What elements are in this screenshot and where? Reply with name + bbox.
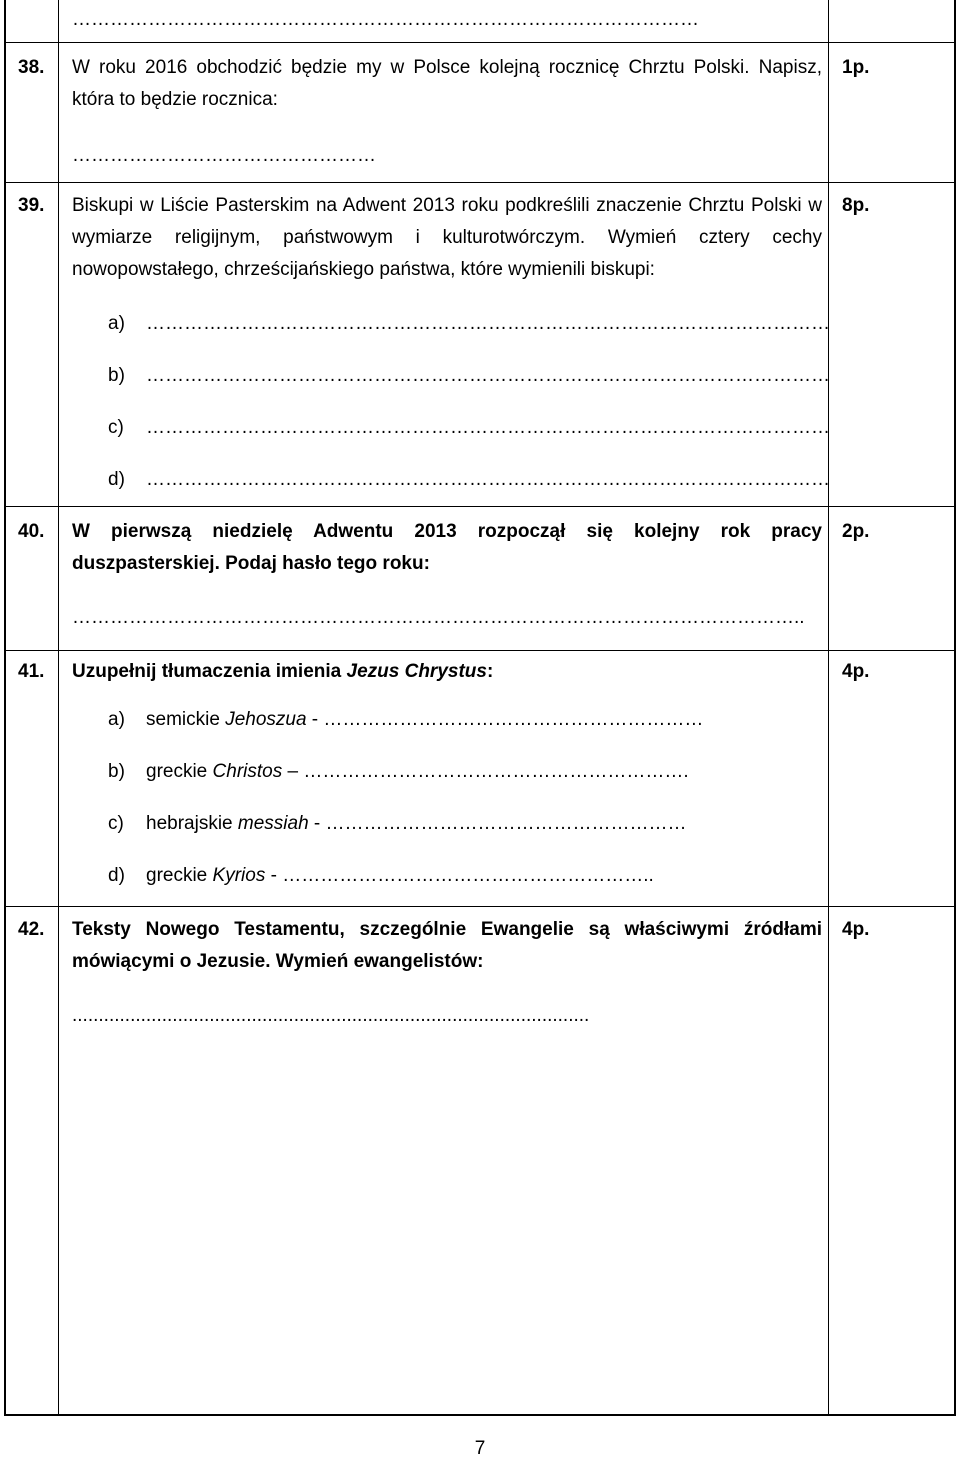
answer-line[interactable]: ……………………………………………………………………………………………… — [146, 469, 830, 490]
answer-line[interactable]: .................................................................................................. — [72, 1005, 590, 1026]
question-text: Biskupi w Liście Pasterskim na Adwent 2013 roku podkreślili znaczenie Chrztu Polski w wymiarze religijnym, państwowym i kulturotwórczym. Wymień cztery cechy nowopowstałego, chrześcijańskiego państwa, które wymienili biskupi: — [72, 195, 822, 280]
question-text: W roku 2016 obchodzić będzie my w Polsce kolejną rocznicę Chrztu Polski. Napisz, która to będzie rocznica: — [72, 57, 822, 110]
question-text: Uzupełnij tłumaczenia imienia Jezus Chrystus: — [72, 661, 494, 682]
answer-item[interactable] — [108, 360, 830, 392]
page-number: 7 — [474, 1438, 486, 1459]
answer-line[interactable]: - …………………………………………………… — [306, 709, 704, 730]
points-label: 2p. — [842, 521, 870, 542]
questions-table — [4, 0, 956, 1416]
answer-line[interactable]: - ………………………………………………….. — [265, 865, 654, 886]
item-label: a) — [108, 709, 125, 730]
points-label: 8p. — [842, 195, 870, 216]
answer-line[interactable]: ……………………………………………………………………………………… — [72, 9, 699, 30]
item-label: b) — [108, 365, 125, 386]
translation-item[interactable]: a) semickie Jehoszua - …………………………………………………… — [108, 704, 703, 736]
answer-line[interactable]: – ……………………………………………………. — [282, 761, 689, 782]
question-text: W pierwszą niedzielę Adwentu 2013 rozpoczął się kolejny rok pracy duszpasterskiej. Podaj hasło tego roku: — [72, 521, 822, 574]
points-label: 4p. — [842, 919, 870, 940]
item-label: c) — [108, 417, 124, 438]
answer-item[interactable] — [108, 464, 830, 496]
row-divider — [6, 650, 954, 651]
column-divider-points — [828, 0, 829, 1414]
points-label: 1p. — [842, 57, 870, 78]
item-label: d) — [108, 469, 125, 490]
answer-line[interactable]: ……………………………………………………………………………………………… — [146, 417, 830, 438]
item-label: b) — [108, 761, 125, 782]
question-text: Teksty Nowego Testamentu, szczególnie Ewangelie są właściwymi źródłami mówiącymi o Jezusie. Wymień ewangelistów: — [72, 919, 822, 972]
question-number: 41. — [18, 661, 45, 682]
question-number: 42. — [18, 919, 45, 940]
question-number: 38. — [18, 57, 45, 78]
item-label: a) — [108, 313, 125, 334]
row-divider — [6, 906, 954, 907]
answer-line[interactable]: - ………………………………………………… — [308, 813, 687, 834]
translation-item[interactable]: b) greckie Christos – ……………………………………………………. — [108, 756, 689, 788]
column-divider-number — [58, 0, 59, 1414]
translation-item[interactable]: d) greckie Kyrios - ………………………………………………….. — [108, 860, 654, 892]
translation-item[interactable]: c) hebrajskie messiah - ………………………………………………… — [108, 808, 687, 840]
item-label: c) — [108, 813, 124, 834]
answer-line[interactable]: ……………………………………………………………………………………………… — [146, 365, 830, 386]
answer-line[interactable]: …………………………………………………………………………………………………….. — [72, 607, 805, 628]
answer-line[interactable]: ………………………………………… — [72, 145, 376, 166]
row-divider — [6, 42, 954, 43]
item-label: d) — [108, 865, 125, 886]
answer-item[interactable] — [108, 412, 830, 444]
answer-item[interactable] — [108, 308, 830, 340]
row-divider — [6, 182, 954, 183]
points-label: 4p. — [842, 661, 870, 682]
row-divider — [6, 506, 954, 507]
answer-line[interactable]: ……………………………………………………………………………………………… — [146, 313, 830, 334]
question-number: 39. — [18, 195, 45, 216]
question-number: 40. — [18, 521, 45, 542]
